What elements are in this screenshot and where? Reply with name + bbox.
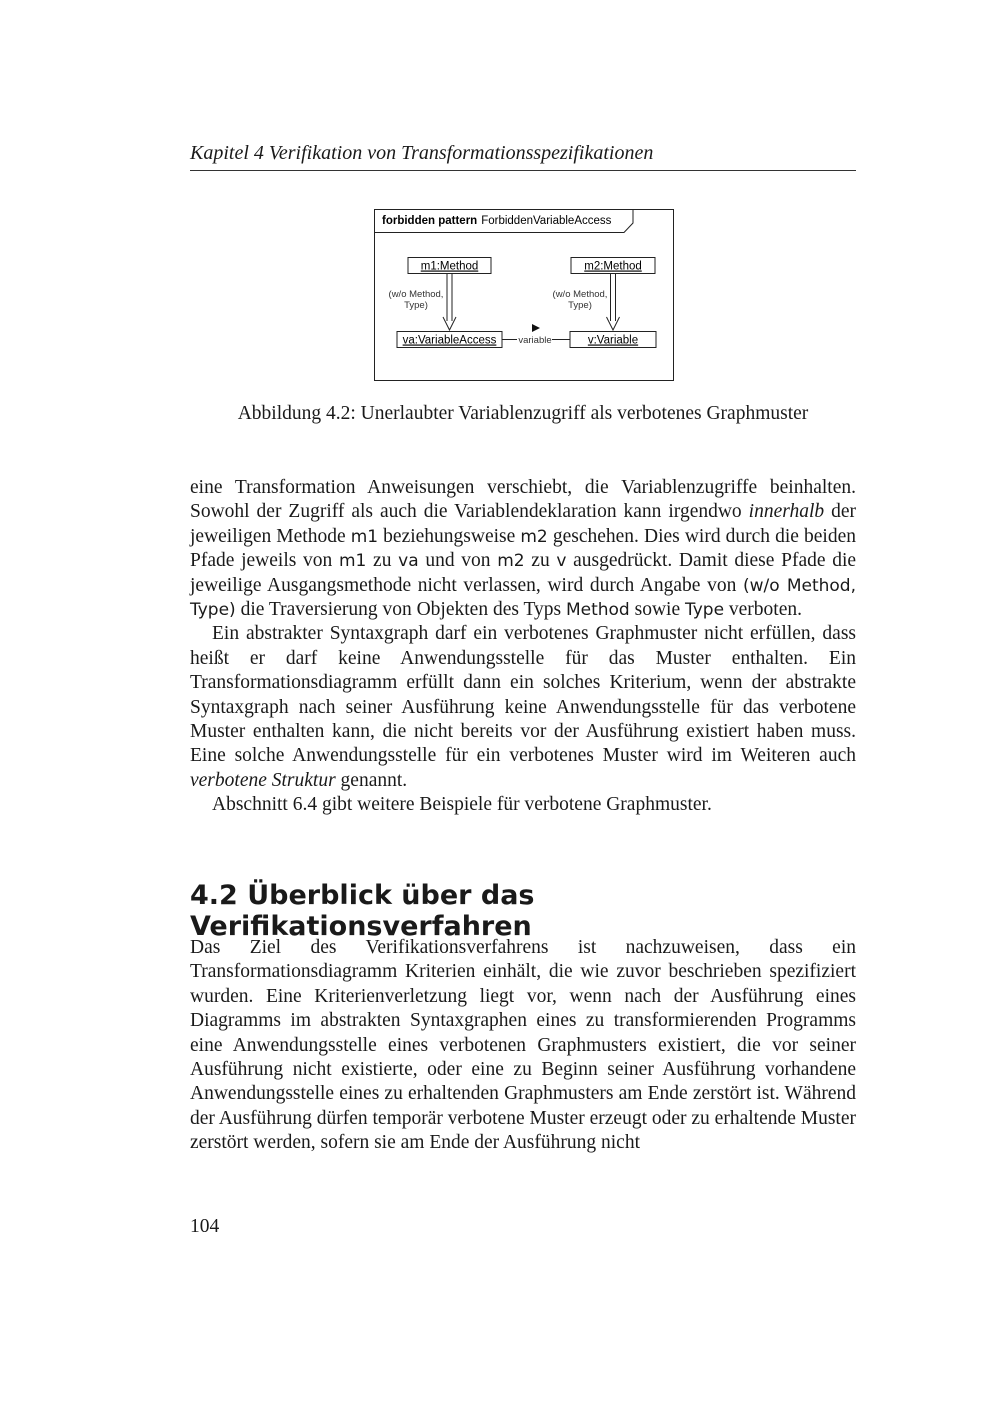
figure-caption: Abbildung 4.2: Unerlaubter Variablenzugriff als verbotenes Graphmuster (237, 403, 809, 424)
emphasis-verbotene-struktur: verbotene Struktur (190, 769, 336, 791)
code-m2: m2 (520, 526, 548, 547)
page-number: 104 (190, 1216, 220, 1237)
section-heading: 4.2 Überblick über das Verifikationsverfahren (190, 880, 535, 942)
text-run: verboten. (724, 599, 803, 621)
code-m1: m1 (338, 551, 367, 572)
path-constraint-left-line1: (w/o Method, (388, 289, 444, 300)
text-run: zu (524, 550, 557, 572)
text-run: zu (366, 550, 399, 572)
body-text-section (190, 936, 856, 1156)
path-constraint-right-line2: Type) (568, 300, 592, 311)
text-run: geschehen. Dies wird durch die beiden Pfade jeweils von (190, 525, 856, 572)
text-run: sowie (629, 599, 685, 621)
text-run: und von (418, 550, 498, 572)
text-run: ausgedrückt. Damit diese Pfade die jeweilige Ausgangsmethode nicht verlassen, wird durch Angabe von (190, 550, 857, 596)
paragraph-2 (190, 622, 856, 793)
code-va: va (398, 551, 419, 572)
forbidden-pattern-diagram (374, 209, 674, 381)
node-va-label: va:VariableAccess (402, 334, 497, 347)
code-method: Method (565, 600, 630, 621)
node-v-label: v:Variable (587, 334, 639, 347)
code-type: Type (684, 600, 725, 621)
node-m1-label: m1:Method (420, 260, 479, 273)
paragraph-1 (190, 476, 856, 622)
text-run: Ein abstrakter Syntaxgraph darf ein verbotenes Graphmuster nicht erfüllen, dass heißt er darf keine Anwendungsstelle für das Muster enthalten. Ein Transformationsdiagramm erfüllt dann ein solches Kriterium, wenn der abstrakte Syntaxgraph nach seiner Ausführung keine Anwendungsstelle für das verbotene Muster enthalten kann, die nicht bereits vor der Ausführung existiert haben muss. Eine solche Anwendungsstelle für ein verbotenes Muster wird im Weiteren auch (190, 623, 856, 767)
paragraph-3: Abschnitt 6.4 gibt weitere Beispiele für verbotene Graphmuster. (212, 794, 712, 816)
path-constraint-left-line2: Type) (404, 300, 428, 311)
edge-variable-label: variable (518, 335, 552, 346)
text-run: die Traversierung von Objekten des Typs (235, 599, 566, 621)
running-header: Kapitel 4 Verifikation von Transformationsspezifikationen (190, 142, 856, 171)
section-paragraph-1: Das Ziel des Verifikationsverfahrens ist nachzuweisen, dass ein Transformationsdiagramm Kriterien einhält, die wie zuvor beschrieben spezifiziert wurden. Eine Kriterienverletzung liegt vor, wenn nach der Ausführung eines Diagramms im abstrakten Syntaxgraphen eines zu transformierenden Programms eine Anwendungsstelle eines verbotenen Graphmusters existiert, die vor seiner Ausführung nicht existierte, oder eine zu Beginn seiner Ausführung vorhandene Anwendungsstelle eines zu erhaltenden Graphmusters am Ende zerstört ist. Während der Ausführung dürfen temporär verbotene Muster erzeugt oder zu erhaltende Muster zerstört werden, sofern sie am Ende der Ausführung nicht (190, 937, 856, 1154)
text-run: genannt. (335, 769, 408, 791)
node-m2-label: m2:Method (584, 260, 642, 273)
figure-forbidden-pattern (374, 209, 674, 381)
text-run: beziehungsweise (378, 525, 521, 547)
path-constraint-right-line1: (w/o Method, (552, 289, 608, 300)
text-run: eine Transformation Anweisungen verschiebt, die Variablenzugriffe beinhalten. Sowohl der Zugriff als auch die Variablendeklaration kann irgendwo (190, 477, 856, 523)
frame-name: ForbiddenVariableAccess (481, 215, 612, 227)
code-wo-method-type: (w/o Method, Type) (190, 575, 856, 621)
text-run: der jeweiligen Methode (190, 501, 856, 547)
emphasis-innerhalb: innerhalb (748, 501, 825, 523)
frame-label (382, 215, 612, 227)
body-text-upper (190, 476, 856, 818)
code-m1: m1 (350, 526, 379, 547)
frame-keyword: forbidden pattern (382, 215, 478, 227)
code-m2: m2 (497, 551, 525, 572)
code-v: v (556, 551, 567, 572)
